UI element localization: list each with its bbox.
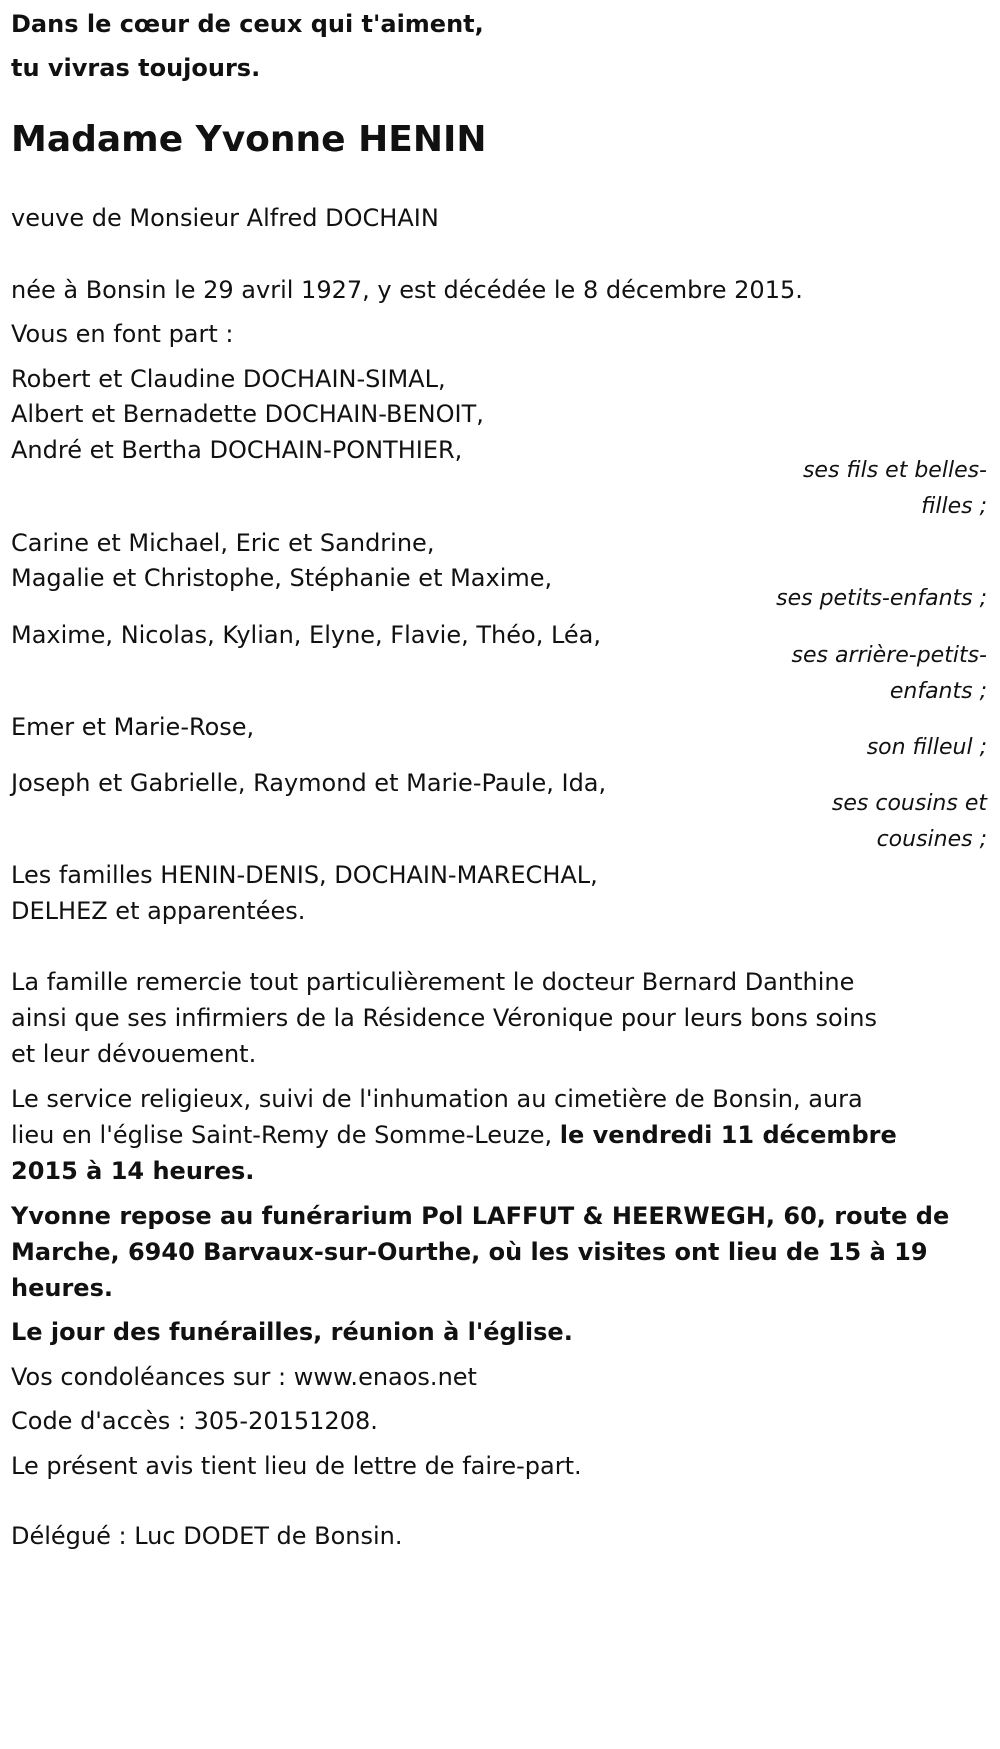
great-grandchildren-line: Maxime, Nicolas, Kylian, Elyne, Flavie, Théo, Léa,: [11, 621, 602, 649]
delegate-line: Délégué : Luc DODET de Bonsin.: [11, 1522, 403, 1550]
sons-line: André et Bertha DOCHAIN-PONTHIER,: [11, 436, 463, 464]
service-location: lieu en l'église Saint-Remy de Somme-Leuze,: [11, 1121, 560, 1149]
access-code-line: Code d'accès : 305-20151208.: [11, 1407, 378, 1435]
deceased-name: Madame Yvonne HENIN: [11, 119, 487, 160]
rest-line: Yvonne repose au funérarium Pol LAFFUT & HEERWEGH, 60, route de: [11, 1202, 950, 1230]
epigraph-line-2: tu vivras toujours.: [11, 54, 261, 82]
cousins-line: Joseph et Gabrielle, Raymond et Marie-Paule, Ida,: [11, 769, 607, 797]
great-grandchildren-relation: ses arrière-petits-: [791, 643, 987, 668]
families-line: DELHEZ et apparentées.: [11, 897, 306, 925]
grandchildren-line: Carine et Michael, Eric et Sandrine,: [11, 529, 435, 557]
rest-line: heures.: [11, 1274, 113, 1302]
families-line: Les familles HENIN-DENIS, DOCHAIN-MARECHAL,: [11, 861, 598, 889]
service-date: le vendredi 11 décembre: [559, 1121, 897, 1149]
service-line: Le service religieux, suivi de l'inhumation au cimetière de Bonsin, aura: [11, 1085, 863, 1113]
birth-death-line: née à Bonsin le 29 avril 1927, y est décédée le 8 décembre 2015.: [11, 276, 803, 304]
grandchildren-relation: ses petits-enfants ;: [776, 586, 987, 611]
rest-line: Marche, 6940 Barvaux-sur-Ourthe, où les visites ont lieu de 15 à 19: [11, 1238, 928, 1266]
godson-line: Emer et Marie-Rose,: [11, 713, 255, 741]
widow-of: veuve de Monsieur Alfred DOCHAIN: [11, 204, 439, 232]
thanks-line: La famille remercie tout particulièrement le docteur Bernard Danthine: [11, 968, 855, 996]
great-grandchildren-relation: enfants ;: [889, 679, 987, 704]
condolences-line: Vos condoléances sur : www.enaos.net: [11, 1363, 477, 1391]
sons-relation: ses fils et belles-: [802, 458, 987, 483]
service-time: 2015 à 14 heures.: [11, 1157, 255, 1185]
meeting-line: Le jour des funérailles, réunion à l'église.: [11, 1318, 573, 1346]
sons-line: Robert et Claudine DOCHAIN-SIMAL,: [11, 365, 446, 393]
cousins-relation: ses cousins et: [831, 791, 987, 816]
godson-relation: son filleul ;: [866, 735, 987, 760]
cousins-relation: cousines ;: [876, 827, 987, 852]
thanks-line: et leur dévouement.: [11, 1040, 257, 1068]
sons-line: Albert et Bernadette DOCHAIN-BENOIT,: [11, 400, 484, 428]
service-line: [11, 1117, 897, 1153]
grandchildren-line: Magalie et Christophe, Stéphanie et Maxime,: [11, 564, 553, 592]
epigraph-line-1: Dans le cœur de ceux qui t'aiment,: [11, 10, 484, 38]
thanks-line: ainsi que ses infirmiers de la Résidence Véronique pour leurs bons soins: [11, 1004, 878, 1032]
announce-line: Vous en font part :: [11, 320, 234, 348]
sons-relation: filles ;: [921, 494, 987, 519]
notice-line: Le présent avis tient lieu de lettre de faire-part.: [11, 1452, 582, 1480]
